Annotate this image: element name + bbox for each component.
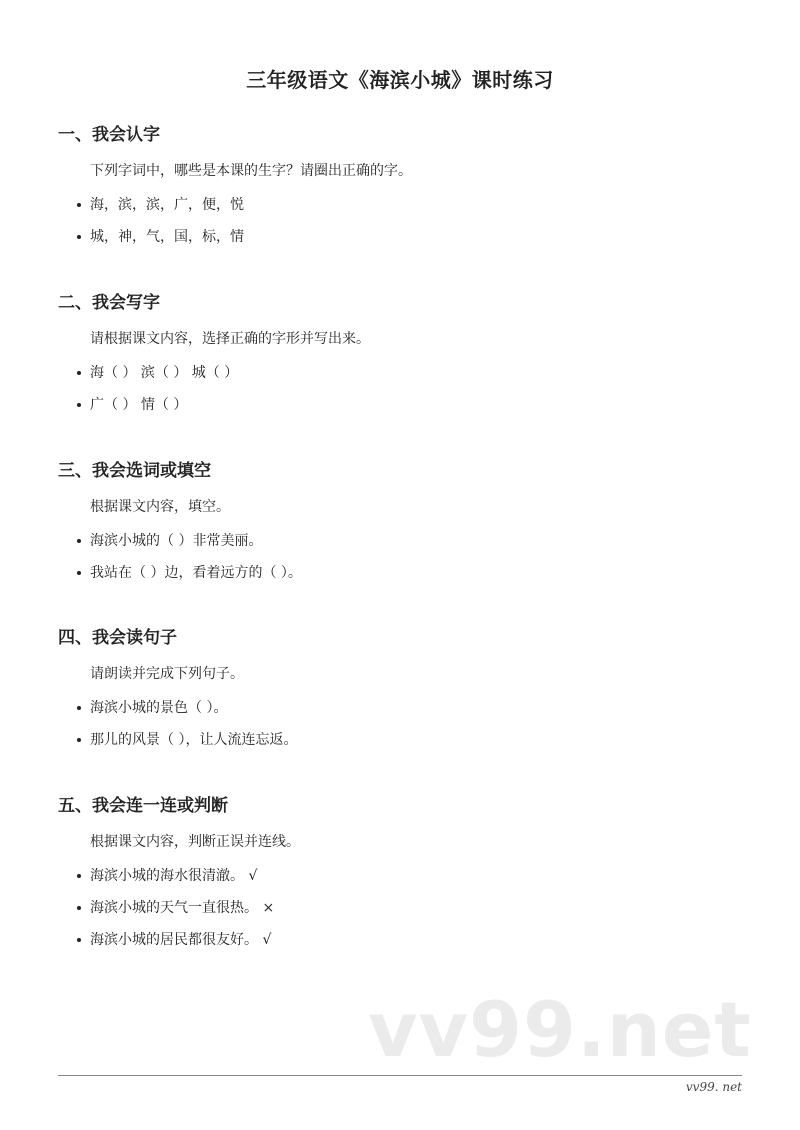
list-item: 海滨小城的景色（ ）。	[58, 698, 758, 718]
footer-divider	[58, 1075, 742, 1076]
section-instruction: 根据课文内容，填空。	[90, 499, 230, 515]
section-heading: 三、我会选词或填空	[58, 461, 211, 481]
section-1	[58, 123, 758, 259]
list-item: 海滨小城的（ ）非常美丽。	[58, 531, 758, 551]
item-list	[58, 363, 758, 415]
watermark: vv99.net	[368, 985, 752, 1074]
footer-text: vv99. net	[685, 1080, 742, 1094]
section-heading: 四、我会读句子	[58, 628, 177, 648]
list-item: 海滨小城的居民都很友好。 √	[58, 930, 758, 950]
section-heading: 五、我会连一连或判断	[58, 796, 228, 816]
section-heading: 一、我会认字	[58, 125, 160, 145]
list-item: 我站在（ ）边，看着远方的（ ）。	[58, 563, 758, 583]
section-4	[58, 626, 758, 762]
section-instruction: 根据课文内容，判断正误并连线。	[90, 834, 300, 850]
page-title: 三年级语文《海滨小城》课时练习	[246, 68, 554, 92]
section-instruction: 请根据课文内容，选择正确的字形并写出来。	[90, 331, 370, 347]
section-instruction: 请朗读并完成下列句子。	[90, 666, 244, 682]
section-3	[58, 459, 758, 595]
list-item: 海滨小城的天气一直很热。 ×	[58, 898, 758, 918]
item-list	[58, 866, 758, 950]
list-item: 广（ ） 情（ ）	[58, 395, 758, 415]
section-instruction: 下列字词中，哪些是本课的生字？请圈出正确的字。	[90, 163, 412, 179]
list-item: 海（ ） 滨（ ） 城（ ）	[58, 363, 758, 383]
section-2	[58, 291, 758, 427]
list-item: 城，神，气，国，标，情	[58, 227, 758, 247]
item-list	[58, 531, 758, 583]
list-item: 海滨小城的海水很清澈。 √	[58, 866, 758, 886]
item-list	[58, 698, 758, 750]
section-5	[58, 794, 758, 962]
list-item: 海，滨，滨，广，便，悦	[58, 195, 758, 215]
item-list	[58, 195, 758, 247]
list-item: 那儿的风景（ ），让人流连忘返。	[58, 730, 758, 750]
section-heading: 二、我会写字	[58, 293, 160, 313]
